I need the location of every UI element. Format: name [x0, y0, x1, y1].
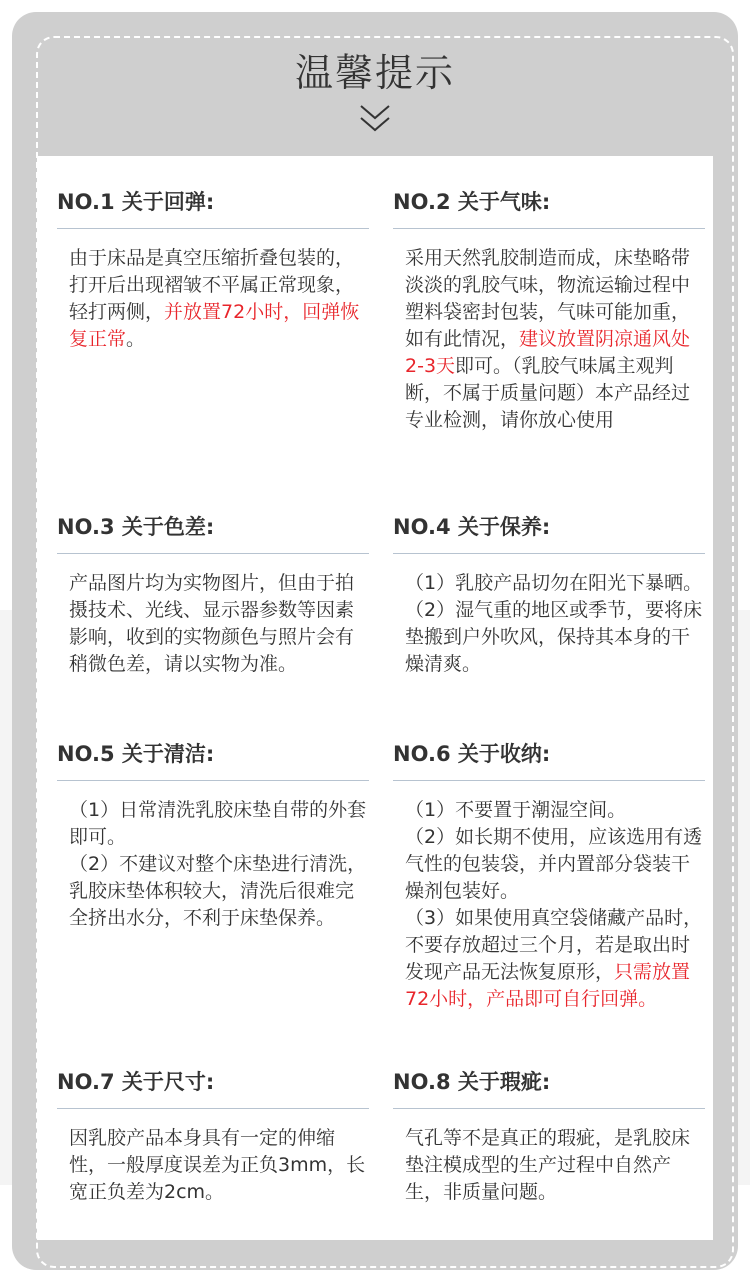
section-paragraph	[69, 851, 369, 932]
section-7	[57, 1064, 369, 1206]
heading-divider	[393, 1108, 705, 1109]
section-paragraph	[405, 245, 705, 434]
section-body	[57, 797, 369, 932]
body-text: （1）日常清洗乳胶床垫自带的外套即可。	[69, 799, 367, 848]
page-title: 温馨提示	[294, 51, 455, 95]
section-body	[393, 1125, 705, 1206]
section-2	[393, 184, 705, 434]
section-heading: NO.3 关于色差:	[57, 515, 215, 539]
heading-divider	[57, 780, 369, 781]
section-paragraph	[405, 597, 705, 678]
heading-divider	[393, 780, 705, 781]
body-text: （3）如果使用真空袋储藏产品时，不要存放超过三个月，若是取出时发现产品无法恢复原形，	[405, 907, 703, 983]
body-text: （1）乳胶产品切勿在阳光下暴晒。	[405, 572, 703, 594]
highlighted-text: 并放置72小时，回弹恢复正常	[69, 301, 360, 350]
body-text: 即可。（乳胶气味属主观判断，不属于质量问题）本产品经过专业检测，请你放心使用	[405, 355, 691, 431]
body-text: （2）湿气重的地区或季节，要将床垫搬到户外吹风，保持其本身的干燥清爽。	[405, 599, 703, 675]
heading-divider	[57, 1108, 369, 1109]
section-4	[393, 509, 705, 678]
section-body	[393, 797, 705, 1013]
body-text: 产品图片均为实物图片，但由于拍摄技术、光线、显示器参数等因素影响，收到的实物颜色与照片会有稍微色差，请以实物为准。	[69, 572, 355, 675]
section-paragraph	[405, 824, 705, 905]
heading-divider	[393, 228, 705, 229]
section-heading: NO.7 关于尺寸:	[57, 1070, 215, 1094]
section-paragraph	[69, 797, 369, 851]
body-text: 采用天然乳胶制造而成，床垫略带淡淡的乳胶气味，物流运输过程中塑料袋密封包装，气味可能加重，如有此情况，	[405, 247, 691, 350]
section-paragraph	[69, 245, 369, 353]
notice-panel	[37, 156, 713, 1240]
section-5	[57, 736, 369, 932]
section-paragraph	[69, 1125, 369, 1206]
section-1	[57, 184, 369, 353]
body-text: （2）如长期不使用，应该选用有透气性的包装袋，并内置部分袋装干燥剂包装好。	[405, 826, 703, 902]
heading-divider	[393, 553, 705, 554]
section-paragraph	[69, 570, 369, 678]
section-paragraph	[405, 797, 705, 824]
section-body	[393, 245, 705, 434]
double-chevron-down-icon	[355, 102, 395, 136]
highlighted-text: 建议放置阴凉通风处2-3天	[405, 328, 691, 377]
heading-divider	[57, 553, 369, 554]
section-6	[393, 736, 705, 1013]
body-text: 气孔等不是真正的瑕疵，是乳胶床垫注模成型的生产过程中自然产生，非质量问题。	[405, 1127, 691, 1203]
body-text: （1）不要置于潮湿空间。	[405, 799, 627, 821]
section-heading: NO.8 关于瑕疵:	[393, 1070, 551, 1094]
section-heading: NO.2 关于气味:	[393, 190, 551, 214]
section-paragraph	[405, 570, 705, 597]
section-heading: NO.6 关于收纳:	[393, 742, 551, 766]
section-body	[57, 245, 369, 353]
section-paragraph	[405, 1125, 705, 1206]
body-text: （2）不建议对整个床垫进行清洗，乳胶床垫体积较大，清洗后很难完全挤出水分，不利于床垫保养。	[69, 853, 367, 929]
section-heading: NO.1 关于回弹:	[57, 190, 215, 214]
section-body	[57, 570, 369, 678]
section-3	[57, 509, 369, 678]
highlighted-text: 只需放置72小时，产品即可自行回弹。	[405, 961, 691, 1010]
body-text: 由于床品是真空压缩折叠包装的，打开后出现褶皱不平属正常现象，轻打两侧，	[69, 247, 355, 323]
section-body	[57, 1125, 369, 1206]
section-body	[393, 570, 705, 678]
section-8	[393, 1064, 705, 1206]
section-heading: NO.4 关于保养:	[393, 515, 551, 539]
section-heading: NO.5 关于清洁:	[57, 742, 215, 766]
body-text: 因乳胶产品本身具有一定的伸缩性，一般厚度误差为正负3mm，长宽正负差为2cm。	[69, 1127, 366, 1203]
heading-divider	[57, 228, 369, 229]
section-paragraph	[405, 905, 705, 1013]
body-text: 。	[126, 328, 146, 350]
